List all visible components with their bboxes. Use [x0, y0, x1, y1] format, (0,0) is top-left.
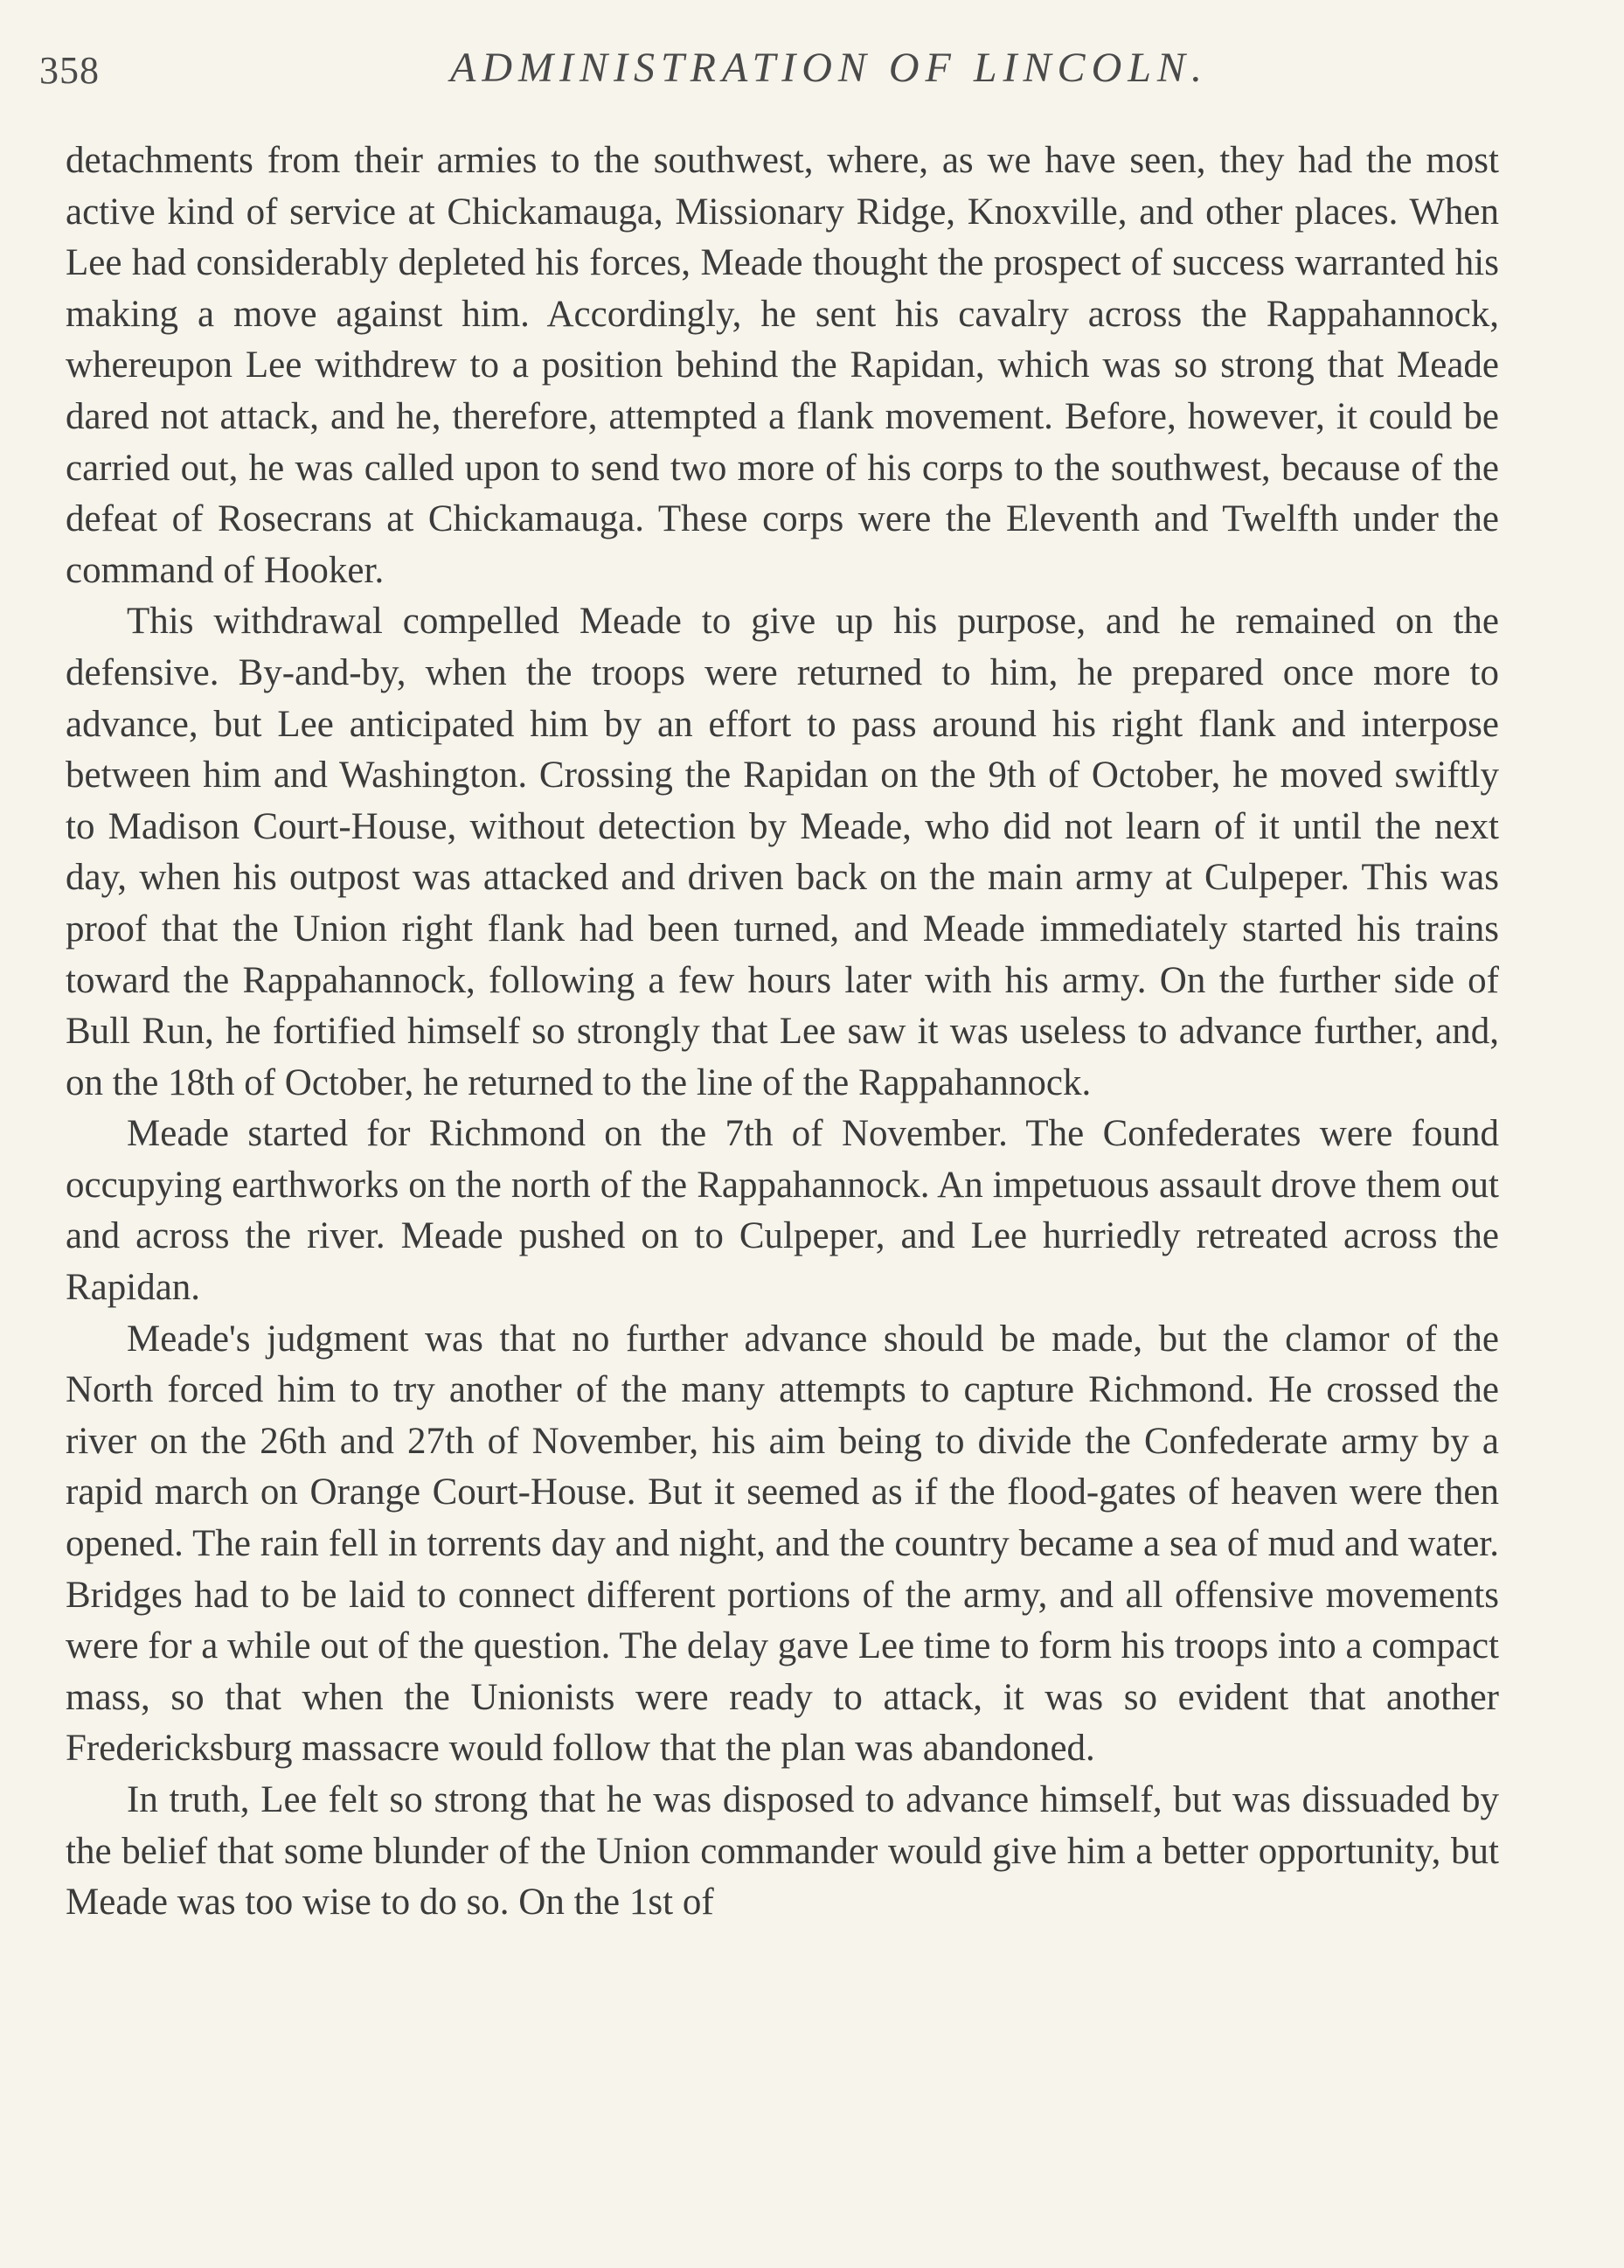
paragraph: In truth, Lee felt so strong that he was disposed to advance himself, but was dissuaded by the belief that some blunder of the Union commander would give him a better opportunity, but Meade was too wise to do so. On the 1st of	[66, 1779, 1499, 1924]
body-text	[66, 136, 1499, 1929]
paragraph: This withdrawal compelled Meade to give up his purpose, and he remained on the defensive. By-and-by, when the troops were returned to him, he prepared once more to advance, but Lee anticipated him by an effort to pass around his right flank and interpose between him and Washington. Crossing the Rapidan on the 9th of October, he moved swiftly to Madison Court-House, without detection by Meade, who did not learn of it until the next day, when his outpost was attacked and driven back on the main army at Culpeper. This was proof that the Union right flank had been turned, and Meade immediately started his trains toward the Rappahannock, following a few hours later with his army. On the further side of Bull Run, he fortified himself so strongly that Lee saw it was useless to advance further, and, on the 18th of October, he returned to the line of the Rappahannock.	[66, 601, 1499, 1103]
page-number: 358	[39, 49, 100, 92]
page-header	[39, 45, 1525, 109]
paragraph: Meade's judgment was that no further advance should be made, but the clamor of the North forced him to try another of the many attempts to capture Richmond. He crossed the river on the 26th and 27th of November, his aim being to divide the Confederate army by a rapid march on Orange Court-House. But it seemed as if the flood-gates of heaven were then opened. The rain fell in torrents day and night, and the country became a sea of mud and water. Bridges had to be laid to connect different portions of the army, and all offensive movements were for a while out of the question. The delay gave Lee time to form his troops into a compact mass, so that when the Unionists were ready to attack, it was so evident that another Fredericksburg massacre would follow that the plan was abandoned.	[66, 1318, 1499, 1770]
running-head: ADMINISTRATION OF LINCOLN.	[450, 45, 1208, 91]
paragraph: Meade started for Richmond on the 7th of November. The Confederates were found occupying earthworks on the north of the Rappahannock. An impetuous assault drove them out and across the river. Meade pushed on to Culpeper, and Lee hurriedly retreated across the Rapidan.	[66, 1113, 1499, 1309]
paragraph-continuation: detachments from their armies to the southwest, where, as we have seen, they had the most active kind of service at Chickamauga, Missionary Ridge, Knoxville, and other places. When Lee had considerably depleted his forces, Meade thought the prospect of success warranted his making a move against him. Accordingly, he sent his cavalry across the Rappahannock, whereupon Lee withdrew to a position behind the Rapidan, which was so strong that Meade dared not attack, and he, therefore, attempted a flank movement. Before, however, it could be carried out, he was called upon to send two more of his corps to the southwest, because of the defeat of Rosecrans at Chickamauga. These corps were the Eleventh and Twelfth under the command of Hooker.	[66, 140, 1499, 591]
